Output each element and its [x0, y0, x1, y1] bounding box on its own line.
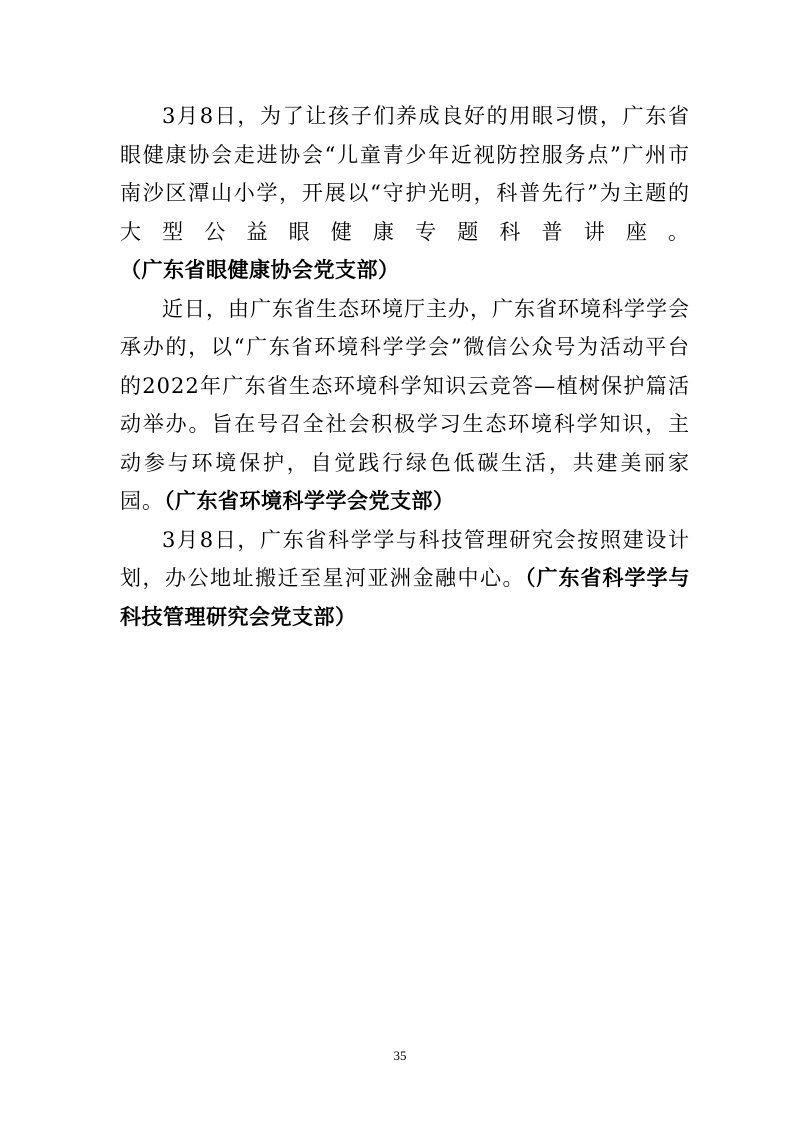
- page-number: 35: [393, 1048, 407, 1063]
- document-body: [120, 97, 690, 636]
- news-paragraph-eye-health: [120, 97, 690, 290]
- news-paragraph-office-relocation: [120, 521, 690, 637]
- paragraph-text: 近日，由广东省生态环境厅主办，广东省环境科学学会承办的，以“广东省环境科学学会”微信公众号为活动平台的2022年广东省生态环境科学知识云竞答—植树保护篇活动举办。旨在号召全社会积极学习生态环境科学知识，主动参与环境保护，自觉践行绿色低碳生活，共建美丽家园。: [120, 296, 690, 513]
- paragraph-source: （广东省环境科学学会党支部）: [164, 489, 455, 513]
- news-paragraph-environment-quiz: [120, 290, 690, 521]
- paragraph-text: 3月8日，广东省科学学与科技管理研究会按照建设计划，办公地址搬迁至星河亚洲金融中心。: [120, 527, 690, 590]
- paragraph-source: （广东省眼健康协会党支部）: [120, 258, 400, 282]
- paragraph-source: （广东省科学学与科技管理研究会党支部）: [120, 566, 690, 629]
- paragraph-text: 3月8日，为了让孩子们养成良好的用眼习惯，广东省眼健康协会走进协会“儿童青少年近视防控服务点”广州市南沙区潭山小学，开展以“守护光明，科普先行”为主题的大型公益眼健康专题科普讲座。: [120, 104, 690, 244]
